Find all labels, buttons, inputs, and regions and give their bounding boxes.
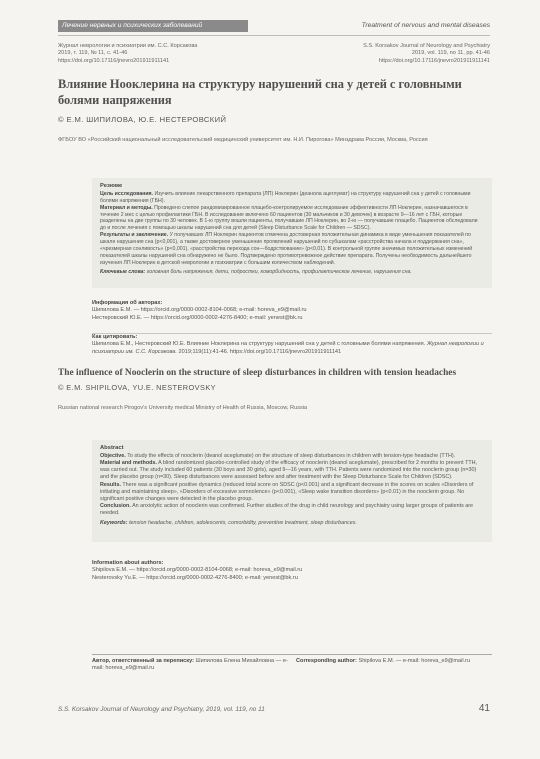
journal-info-ru: [58, 43, 268, 65]
running-head-left: Лечение нервных и психических заболеваний: [58, 20, 248, 32]
correspondence-ru: Автор, ответственный за переписку: Шипилова Елена Михайловна — e-mail: horeva_e9@mail.ru: [92, 658, 288, 672]
keywords-en: Keywords: tension headache, children, adolescents, comorbidity, preventive treatment, sleep disturbances.: [100, 520, 357, 527]
abstract-results-ru: Результаты и заключение. У получавших ЛП Ноклерин пациентов отмечена достоверная положительная динамика в виде уменьшения показателей по шкале нарушения сна (p<0,001), а также достоверное уменьшение проявлений нарушений по субшкалам «расстройства начала и поддержания сна», «чрезмерная сонливость» (p<0,001), «расстройства перехода сон—бодрствование» (p<0,01). В контрольной группе значимых положительных изменений показателей шкалы нарушений сна обнаружено не было. Подтверждено противотревожное действие препарата. Получены необходимость дальнейшего изучения ЛП Ноклерин в детской неврологии и психиатрии с большим количеством наблюдений.: [100, 232, 473, 266]
abstract-conclusion-en: Conclusion. An anxiolytic action of nooclerin was confirmed. Further studies of the drug in child neurology and psychiatry using larger groups of patients are needed.: [100, 503, 474, 517]
running-head-right: Treatment of nervous and mental diseases: [361, 22, 490, 29]
authors-ru: © Е.М. ШИПИЛОВА, Ю.Е. НЕСТЕРОВСКИЙ: [58, 115, 227, 124]
authors-info-heading-en: Information about authors:: [92, 560, 164, 566]
journal-doi-en[interactable]: https://doi.org/10.17116/jnevro201911911141: [378, 57, 490, 64]
abstract-objective-ru: Цель исследования. Изучить влияние лекарственного препарата (ЛП) Ноклерин (деанола ацеглумат) на структуру нарушений сна у детей с головными болями напряжения (ГБН).: [100, 190, 471, 204]
citation-block: [92, 334, 492, 356]
journal-issue-ru: 2019, т. 119, № 11, с. 41-46: [58, 50, 128, 57]
journal-name-en: S.S. Korsakov Journal of Neurology and Psychiatry: [363, 43, 490, 49]
author1-info-ru[interactable]: Шипилова Е.М. — https://orcid.org/0000-0002-8104-0068; e-mail: horeva_e9@mail.ru: [92, 307, 307, 314]
page-number: 41: [478, 703, 490, 714]
footer-journal: S.S. Korsakov Journal of Neurology and Psychiatry, 2019, vol. 119, no 11: [58, 706, 265, 713]
citation-text: Шипилова Е.М., Нестеровский Ю.Е. Влияние Ноклерина на структуру нарушений сна у детей с головными болями напряжения. Журнал неврологии и психиатрии им. С.С. Корсакова. 2019;119(11):41-46. https://doi.org/10.17116/jnevro201911911141: [92, 341, 484, 355]
author2-info-en[interactable]: Nesterovsky Yu.E. — https://orcid.org/0000-0002-4276-8400; e-mail: yenest@bk.ru: [92, 574, 298, 581]
correspondence-en: Corresponding author: Shipilova E.M. — e-mail: horeva_e9@mail.ru: [296, 658, 471, 664]
affiliation-ru: ФГБОУ ВО «Российский национальный исследовательский медицинский университет им. Н.И. Пирогова» Минздрава России, Москва, Россия: [58, 137, 428, 143]
affiliation-en: Russian national research Pirogov's University medical Ministry of Health of Russia, Moscow, Russia: [58, 405, 308, 411]
author1-info-en[interactable]: Shipilova E.M. — https://orcid.org/0000-0002-8104-0068; e-mail: horeva_e9@mail.ru: [92, 567, 303, 574]
keywords-ru: Ключевые слова: головная боль напряжения, дети, подростки, коморбидность, профилактическое лечение, нарушения сна.: [100, 269, 412, 276]
abstract-methods-en: Material and methods. A blind randomized placebo-controlled study of the efficacy of nooclerin (deanol aceglumate), prescribed for 2 months to prevent TTH, was carried out. The study included 60 patients (30 boys and 30 girls), aged 9—16 years, with TTH. Patients were randomized into the nooclerin group (n=30) and the placebo group (n=30). Sleep disturbances were assessed before and after treatment with the Sleep Disturbance Scale for Children (SDSC).: [100, 460, 478, 481]
abstract-methods-ru: Материал и методы. Проведено слепое рандомизированное плацебо-контролируемое исследование эффективности ЛП Ноклерин, назначавшегося в течение 2 мес с целью профилактики ГБН. В исследование включено 60 пациентов (30 мальчиков и 30 девочек) в возрасте 9—16 лет с ГБН, которые разделены на две группы по 30 человек. В 1-ю группу вошли пациенты, получавшие ЛП Ноклерин, во 2-ю — получавшие плацебо. Пациентов обследовали до и после лечения с помощью шкалы нарушений сна для детей (Sleep Disturbance Scale for Children — SDSC).: [100, 204, 478, 232]
journal-name-ru: Журнал неврологии и психиатрии им. С.С. Корсакова: [58, 43, 198, 49]
journal-issue-en: 2019, vol. 119, no 11, pp. 41-46: [411, 50, 490, 57]
authors-info-ru: [92, 300, 492, 322]
authors-info-heading-ru: Информация об авторах:: [92, 300, 163, 306]
article-title-ru: Влияние Нооклерина на структуру нарушений сна у детей с головными болями напряжения: [58, 77, 462, 107]
citation-heading: Как цитировать:: [92, 334, 138, 340]
author2-info-ru[interactable]: Нестеровский Ю.Е. — https://orcid.org/0000-0002-4276-8400; e-mail: yenest@bk.ru: [92, 314, 303, 321]
authors-info-en: [92, 560, 492, 582]
abstract-heading-ru: Резюме: [100, 183, 123, 189]
abstract-results-en: Results. There was a significant positive dynamics (reduced total score on SDSC (p<0.001) and a significant decrease in the scores on scales «Disorders of initiating and maintaining sleep», «Disorders of excessive somnolence» (p<0.001), «Sleep wake transition disorders» (p<0.01) in the nooclerin group. No significant positive changes were detected in the placebo group.: [100, 481, 474, 502]
running-head: [58, 20, 490, 36]
abstract-en: [92, 440, 492, 542]
article-title-en: The influence of Nooclerin on the structure of sleep disturbances in children with tension headaches: [58, 368, 457, 378]
abstract-ru: [92, 178, 492, 288]
authors-en: © E.M. SHIPILOVA, YU.E. NESTEROVSKY: [58, 383, 216, 392]
correspondence-block: [92, 654, 492, 672]
journal-info-en: [280, 43, 490, 65]
abstract-objective-en: Objective. To study the effects of nooclerin (deanol aceglumate) on the structure of sleep disturbances in children with tension-type headache (TTH).: [100, 453, 456, 459]
abstract-heading-en: Abstract: [100, 445, 124, 451]
journal-doi-ru[interactable]: https://doi.org/10.17116/jnevro201911911141: [58, 57, 170, 64]
